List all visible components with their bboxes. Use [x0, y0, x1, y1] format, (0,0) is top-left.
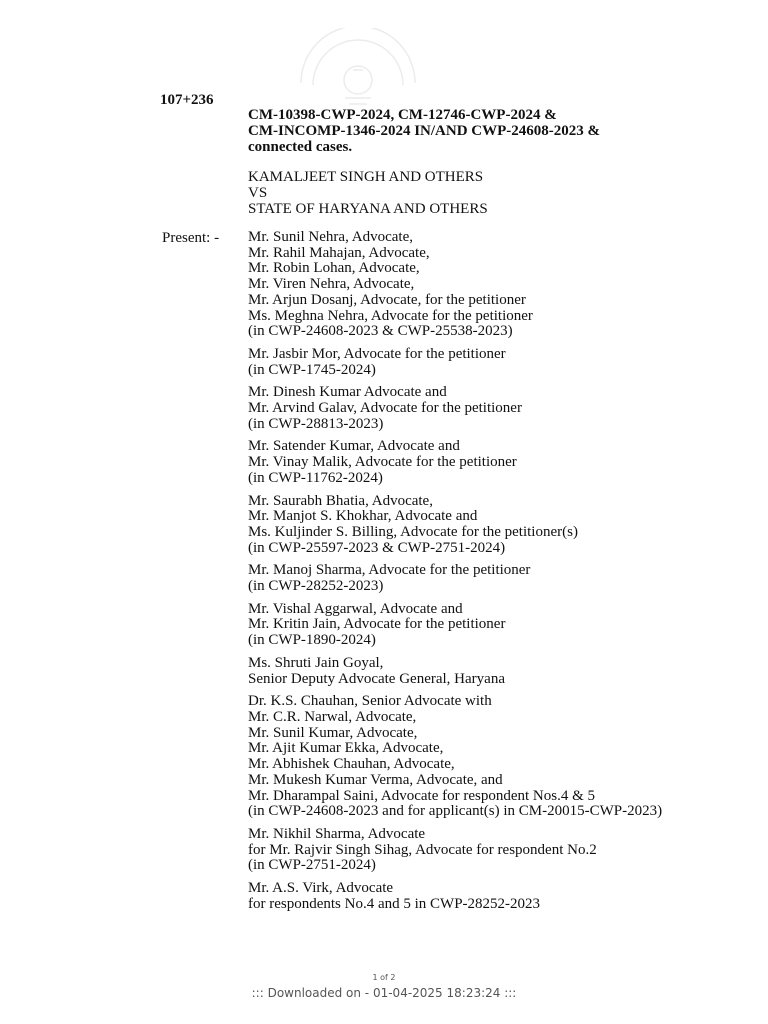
counsel-line: Mr. Saurabh Bhatia, Advocate, — [248, 492, 433, 509]
versus-label: VS — [248, 185, 268, 201]
present-label: Present: - — [162, 230, 220, 246]
case-title — [248, 107, 718, 155]
counsel-line: Mr. Satender Kumar, Advocate and — [248, 438, 460, 455]
counsel-line: Mr. Sunil Kumar, Advocate, — [248, 724, 418, 741]
counsel-line: Mr. Dharampal Saini, Advocate for respondent Nos.4 & 5 — [248, 787, 596, 804]
counsel-line: Mr. Robin Lohan, Advocate, — [248, 260, 420, 277]
counsel-line: for Mr. Rajvir Singh Sihag, Advocate for respondent No.2 — [248, 841, 597, 858]
case-title-line: connected cases. — [248, 139, 353, 155]
counsel-line: Mr. Kritin Jain, Advocate for the petitioner — [248, 616, 506, 633]
counsel-line: (in CWP-11762-2024) — [248, 469, 383, 486]
counsel-line: Mr. A.S. Virk, Advocate — [248, 880, 394, 897]
counsel-line: (in CWP-25597-2023 & CWP-2751-2024) — [248, 539, 506, 556]
case-number: 107+236 — [160, 92, 214, 108]
counsel-line: Mr. Sunil Nehra, Advocate, — [248, 229, 413, 245]
counsel-line: Mr. Vinay Malik, Advocate for the petitioner — [248, 454, 517, 471]
counsel-list — [248, 230, 680, 919]
petitioner-name: KAMALJEET SINGH AND OTHERS — [248, 169, 484, 185]
counsel-line: (in CWP-24608-2023 & CWP-25538-2023) — [248, 323, 513, 340]
counsel-line: Mr. Vishal Aggarwal, Advocate and — [248, 600, 463, 617]
court-seal-watermark — [283, 28, 433, 118]
counsel-block — [248, 881, 680, 912]
counsel-block — [248, 385, 680, 432]
counsel-line: Senior Deputy Advocate General, Haryana — [248, 670, 505, 687]
counsel-block — [248, 602, 680, 649]
counsel-line: Mr. Arvind Galav, Advocate for the petitioner — [248, 400, 522, 417]
download-stamp: ::: Downloaded on - 01-04-2025 18:23:24 ::: — [251, 986, 517, 1000]
counsel-block — [248, 656, 680, 687]
counsel-line: for respondents No.4 and 5 in CWP-28252-2023 — [248, 895, 541, 912]
counsel-line: (in CWP-1745-2024) — [248, 361, 376, 378]
counsel-line: Mr. Ajit Kumar Ekka, Advocate, — [248, 740, 444, 757]
counsel-line: Mr. Viren Nehra, Advocate, — [248, 276, 415, 293]
party-names — [248, 169, 488, 217]
case-title-line: CM-INCOMP-1346-2024 IN/AND CWP-24608-2023 & — [248, 123, 601, 139]
counsel-line: Mr. Nikhil Sharma, Advocate — [248, 825, 426, 842]
counsel-block — [248, 230, 680, 340]
counsel-line: (in CWP-28813-2023) — [248, 415, 384, 432]
counsel-line: Mr. Jasbir Mor, Advocate for the petitioner — [248, 345, 506, 362]
counsel-line: Ms. Meghna Nehra, Advocate for the petitioner — [248, 307, 533, 324]
counsel-block — [248, 439, 680, 486]
counsel-block — [248, 694, 680, 820]
counsel-line: Mr. Arjun Dosanj, Advocate, for the petitioner — [248, 291, 526, 308]
counsel-line: Mr. Manoj Sharma, Advocate for the petitioner — [248, 562, 531, 579]
counsel-block — [248, 494, 680, 557]
counsel-line: (in CWP-28252-2023) — [248, 578, 384, 595]
counsel-line: Mr. Abhishek Chauhan, Advocate, — [248, 756, 455, 773]
counsel-line: Mr. C.R. Narwal, Advocate, — [248, 708, 417, 725]
page-number: 1 of 2 — [372, 973, 396, 982]
counsel-block — [248, 827, 680, 874]
counsel-line: Mr. Rahil Mahajan, Advocate, — [248, 244, 430, 261]
counsel-line: (in CWP-2751-2024) — [248, 857, 376, 874]
counsel-line: Mr. Manjot S. Khokhar, Advocate and — [248, 508, 478, 525]
counsel-line: (in CWP-1890-2024) — [248, 632, 376, 649]
respondent-name: STATE OF HARYANA AND OTHERS — [248, 201, 488, 217]
counsel-line: Mr. Dinesh Kumar Advocate and — [248, 384, 447, 401]
counsel-line: (in CWP-24608-2023 and for applicant(s) in CM-20015-CWP-2023) — [248, 803, 663, 820]
counsel-block — [248, 563, 680, 594]
case-title-line: CM-10398-CWP-2024, CM-12746-CWP-2024 & — [248, 107, 557, 123]
counsel-line: Mr. Mukesh Kumar Verma, Advocate, and — [248, 771, 503, 788]
counsel-line: Ms. Kuljinder S. Billing, Advocate for the petitioner(s) — [248, 523, 578, 540]
counsel-line: Dr. K.S. Chauhan, Senior Advocate with — [248, 693, 492, 710]
counsel-block — [248, 347, 680, 378]
counsel-line: Ms. Shruti Jain Goyal, — [248, 654, 384, 671]
